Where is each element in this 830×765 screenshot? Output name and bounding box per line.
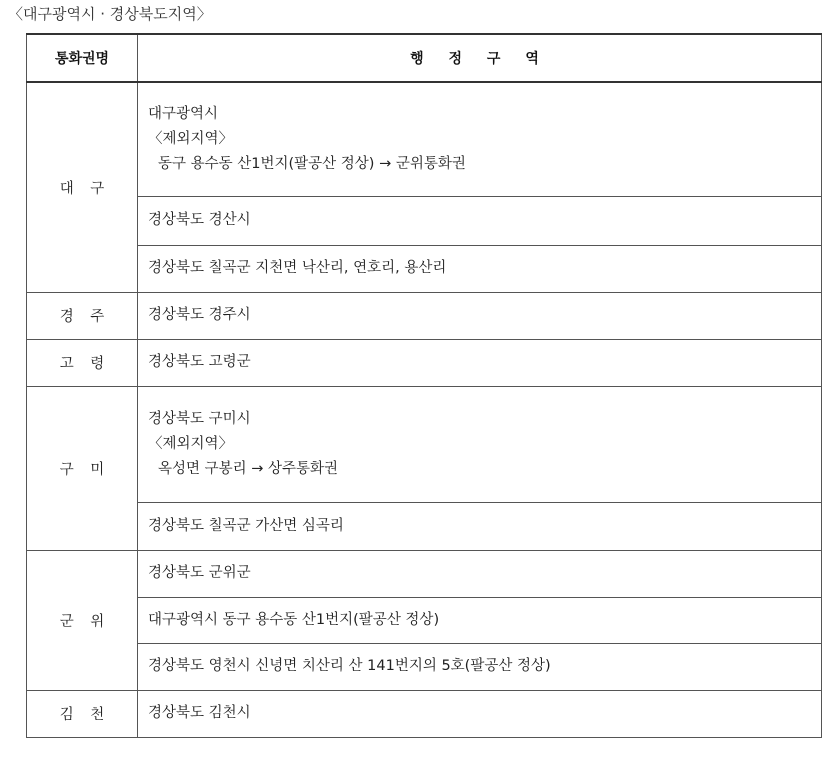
district-cell: 경상북도 경주시 [138,292,822,339]
district-cell: 대구광역시 동구 용수동 산1번지(팔공산 정상) [138,597,822,643]
area-name-cell: 경 주 [27,292,138,339]
exclusion-label: 〈제외지역〉 [148,435,234,452]
district-cell: 경상북도 고령군 [138,339,822,386]
table-row [27,502,822,550]
district-cell: 경상북도 김천시 [138,690,822,737]
table-row [27,597,822,643]
table-header-row [27,34,822,82]
district-cell: 경상북도 칠곡군 지천면 낙산리, 연호리, 용산리 [138,245,822,292]
table-caption: 〈대구광역시 · 경상북도지역〉 [8,5,212,23]
district-line: 경상북도 구미시 [148,410,251,427]
table-row [27,292,822,339]
district-cell [138,82,822,196]
exclusion-detail: 옥성면 구봉리 → 상주통화권 [158,460,339,477]
table-row [27,82,822,196]
area-name-cell: 구 미 [27,386,138,550]
area-name-cell: 고 령 [27,339,138,386]
table-row [27,339,822,386]
area-name-cell: 군 위 [27,550,138,690]
area-name-cell: 김 천 [27,690,138,737]
district-cell: 경상북도 영천시 신녕면 치산리 산 141번지의 5호(팔공산 정상) [138,643,822,690]
exclusion-detail: 동구 용수동 산1번지(팔공산 정상) → 군위통화권 [158,155,466,172]
district-line: 대구광역시 [148,105,219,122]
area-name-cell: 대 구 [27,82,138,292]
table-row [27,386,822,502]
district-cell: 경상북도 칠곡군 가산면 심곡리 [138,502,822,550]
header-area-name: 통화권명 [27,34,138,82]
calling-area-table [26,33,822,738]
district-cell: 경상북도 군위군 [138,550,822,597]
exclusion-label: 〈제외지역〉 [148,130,234,147]
district-cell [138,386,822,502]
table-row [27,643,822,690]
table-row [27,690,822,737]
table-row [27,196,822,245]
table-row [27,550,822,597]
district-cell: 경상북도 경산시 [138,196,822,245]
header-district: 행 정 구 역 [138,34,822,82]
table-row [27,245,822,292]
